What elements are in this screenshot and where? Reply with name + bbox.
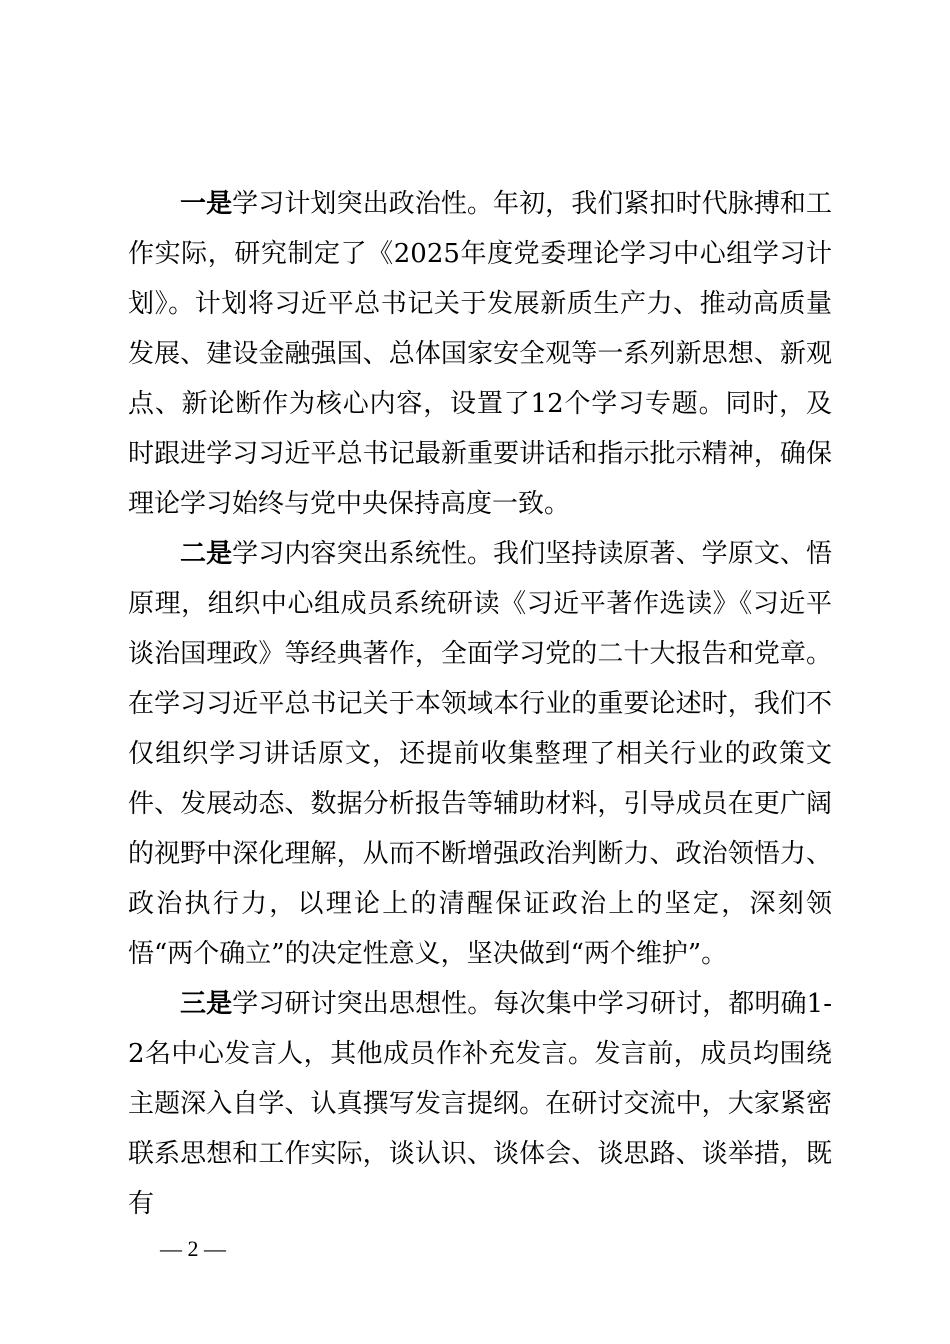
paragraph-2-text: 学习内容突出系统性。我们坚持读原著、学原文、悟原理，组织中心组成员系统研读《习近平著作选读》《习近平谈治国理政》等经典著作，全面学习党的二十大报告和党章。在学习习近平总书记关于本领域本行业的重要论述时，我们不仅组织学习讲话原文，还提前收集整理了相关行业的政策文件、发展动态、数据分析报告等辅助材料，引导成员在更广阔的视野中深化理解，从而不断增强政治判断力、政治领悟力、政治执行力，以理论上的清醒保证政治上的坚定，深刻领悟“两个确立”的决定性意义，坚决做到“两个维护”。 (128, 539, 832, 969)
paragraph-1-lead: 一是 (180, 189, 233, 219)
paragraph-1 (128, 179, 832, 529)
paragraph-3-text: 学习研讨突出思想性。每次集中学习研讨，都明确1-2名中心发言人，其他成员作补充发言。发言前，成员均围绕主题深入自学、认真撰写发言提纲。在研讨交流中，大家紧密联系思想和工作实际，谈认识、谈体会、谈思路、谈举措，既有 (128, 989, 832, 1219)
document-body (128, 179, 832, 1229)
paragraph-1-text: 学习计划突出政治性。年初，我们紧扣时代脉搏和工作实际，研究制定了《2025年度党委理论学习中心组学习计划》。计划将习近平总书记关于发展新质生产力、推动高质量发展、建设金融强国、总体国家安全观等一系列新思想、新观点、新论断作为核心内容，设置了12个学习专题。同时，及时跟进学习习近平总书记最新重要讲话和指示批示精神，确保理论学习始终与党中央保持高度一致。 (128, 189, 832, 519)
page-number: — 2 — (160, 1236, 226, 1261)
paragraph-2 (128, 529, 832, 979)
paragraph-2-lead: 二是 (180, 539, 233, 569)
paragraph-3-lead: 三是 (180, 989, 233, 1019)
paragraph-3 (128, 979, 832, 1229)
